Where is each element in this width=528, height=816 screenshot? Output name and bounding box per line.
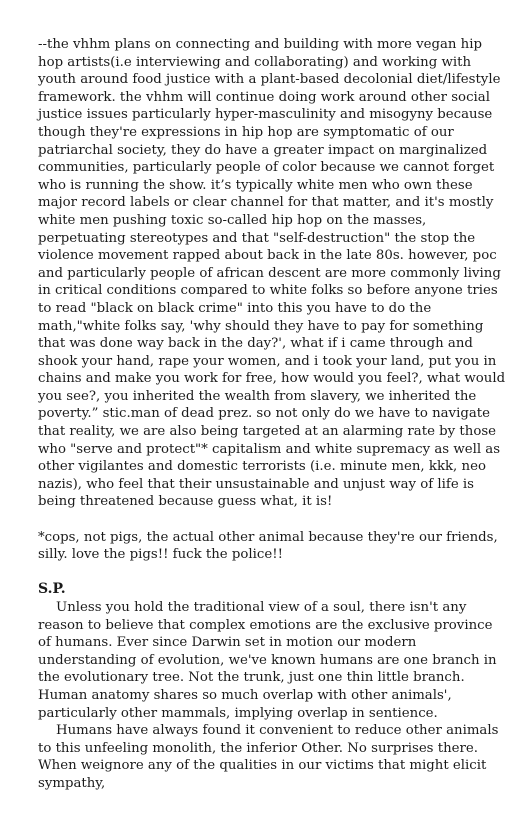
body-paragraph: Unless you hold the traditional view of a soul, there isn't any reason to believe that complex emotions are the exclusive province of humans. Ever since Darwin set in motion our modern understanding of evolution, we've known humans are one branch in the evolutionary tree. Not the trunk, just one thin little branch. Human anatomy shares so much overlap with other animals', particularly other mammals, implying overlap in sentience. xyxy=(38,600,497,721)
footnote-paragraph: *cops, not pigs, the actual other animal because they're our friends, silly. love the pigs!! fuck the police!! xyxy=(38,529,498,563)
body-paragraph: --the vhhm plans on connecting and building with more vegan hip hop artists(i.e interviewing and collaborating) and working with youth around food justice with a plant-based decolonial diet/lifestyle framework. the vhhm will continue doing work around other social justice issues particularly hyper-masculinity and misogyny because though they're expressions in hip hop are symptomatic of our patriarchal society, they do have a greater impact on marginalized communities, particularly people of color because we cannot forget who is running the show. it’s typically white men who own these major record labels or clear channel for that matter, and it's mostly white men pushing toxic so-called hip hop on the masses, perpetuating stereotypes and that "self-destruction" the stop the violence movement rapped about back in the late 80s. however, poc and particularly people of african descent are more commonly living in critical conditions compared to white folks so before anyone tries to read "black on black crime" into this you have to do the math,"white folks say, 'why should they have to pay for something that was done way back in the day?', what if i came through and shook your hand, rape your women, and i took your land, put you in chains and make you work for free, how would you feel?, what would you see?, you inherited the wealth from slavery, we inherited the poverty.” stic.man of dead prez. so not only do we have to navigate that reality, we are also being targeted at an alarming rate by those who "serve and protect"* capitalism and white supremacy as well as other vigilantes and domestic terrorists (i.e. minute men, kkk, neo nazis), who feel that their unsustainable and unjust way of life is being threatened because guess what, it is! xyxy=(38,37,506,510)
body-paragraph: Humans have always found it convenient to reduce other animals to this unfeeling monolith, the inferior Other. No surprises there. When weignore any of the qualities in our victims that might elicit sympathy, xyxy=(38,723,499,791)
section-heading: S.P. xyxy=(38,581,66,598)
document-page xyxy=(38,36,506,793)
